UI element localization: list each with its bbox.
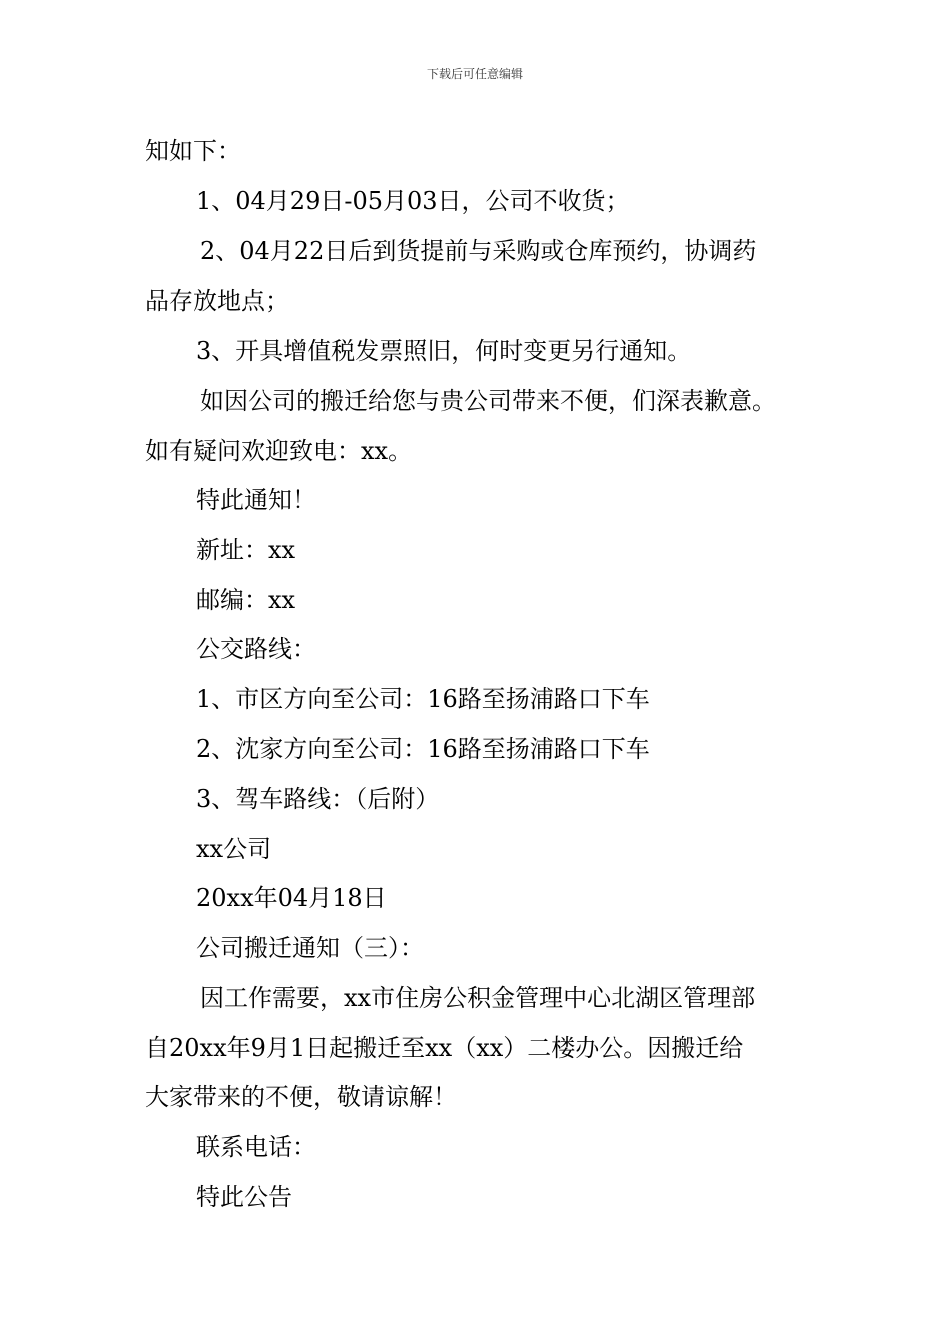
text-line: 1、04月29日-05月03日，公司不收货；: [196, 187, 630, 215]
text-line: 特此公告: [196, 1183, 292, 1211]
text-line: 2、04月22日后到货提前与采购或仓库预约，协调药: [200, 237, 757, 265]
text-line: 大家带来的不便，敬请谅解！: [145, 1083, 457, 1111]
text-line: 3、驾车路线：（后附）: [196, 785, 440, 813]
text-line: 3、开具增值税发票照旧，何时变更另行通知。: [196, 337, 692, 365]
text-line: 联系电话：: [196, 1133, 316, 1161]
text-line: 1、市区方向至公司：16路至扬浦路口下车: [196, 685, 650, 713]
text-line: 邮编：xx: [196, 586, 296, 614]
page-header-note: 下载后可任意编辑: [426, 67, 523, 81]
text-line: 公司搬迁通知（三）：: [196, 934, 424, 962]
text-line: 公交路线：: [196, 635, 316, 663]
text-line: 新址：xx: [196, 536, 296, 564]
text-line: 2、沈家方向至公司：16路至扬浦路口下车: [196, 735, 650, 763]
text-line: 特此通知！: [196, 486, 316, 514]
text-line: 如因公司的搬迁给您与贵公司带来不便，们深表歉意。: [200, 387, 776, 415]
text-line: 自20xx年9月1日起搬迁至xx（xx）二楼办公。因搬迁给: [145, 1034, 744, 1062]
text-line: 因工作需要，xx市住房公积金管理中心北湖区管理部: [200, 984, 756, 1012]
text-line: xx公司: [196, 835, 272, 863]
text-line: 品存放地点；: [145, 287, 289, 315]
text-line: 知如下：: [145, 137, 241, 165]
text-line: 20xx年04月18日: [196, 884, 387, 912]
text-line: 如有疑问欢迎致电：xx。: [145, 437, 413, 465]
